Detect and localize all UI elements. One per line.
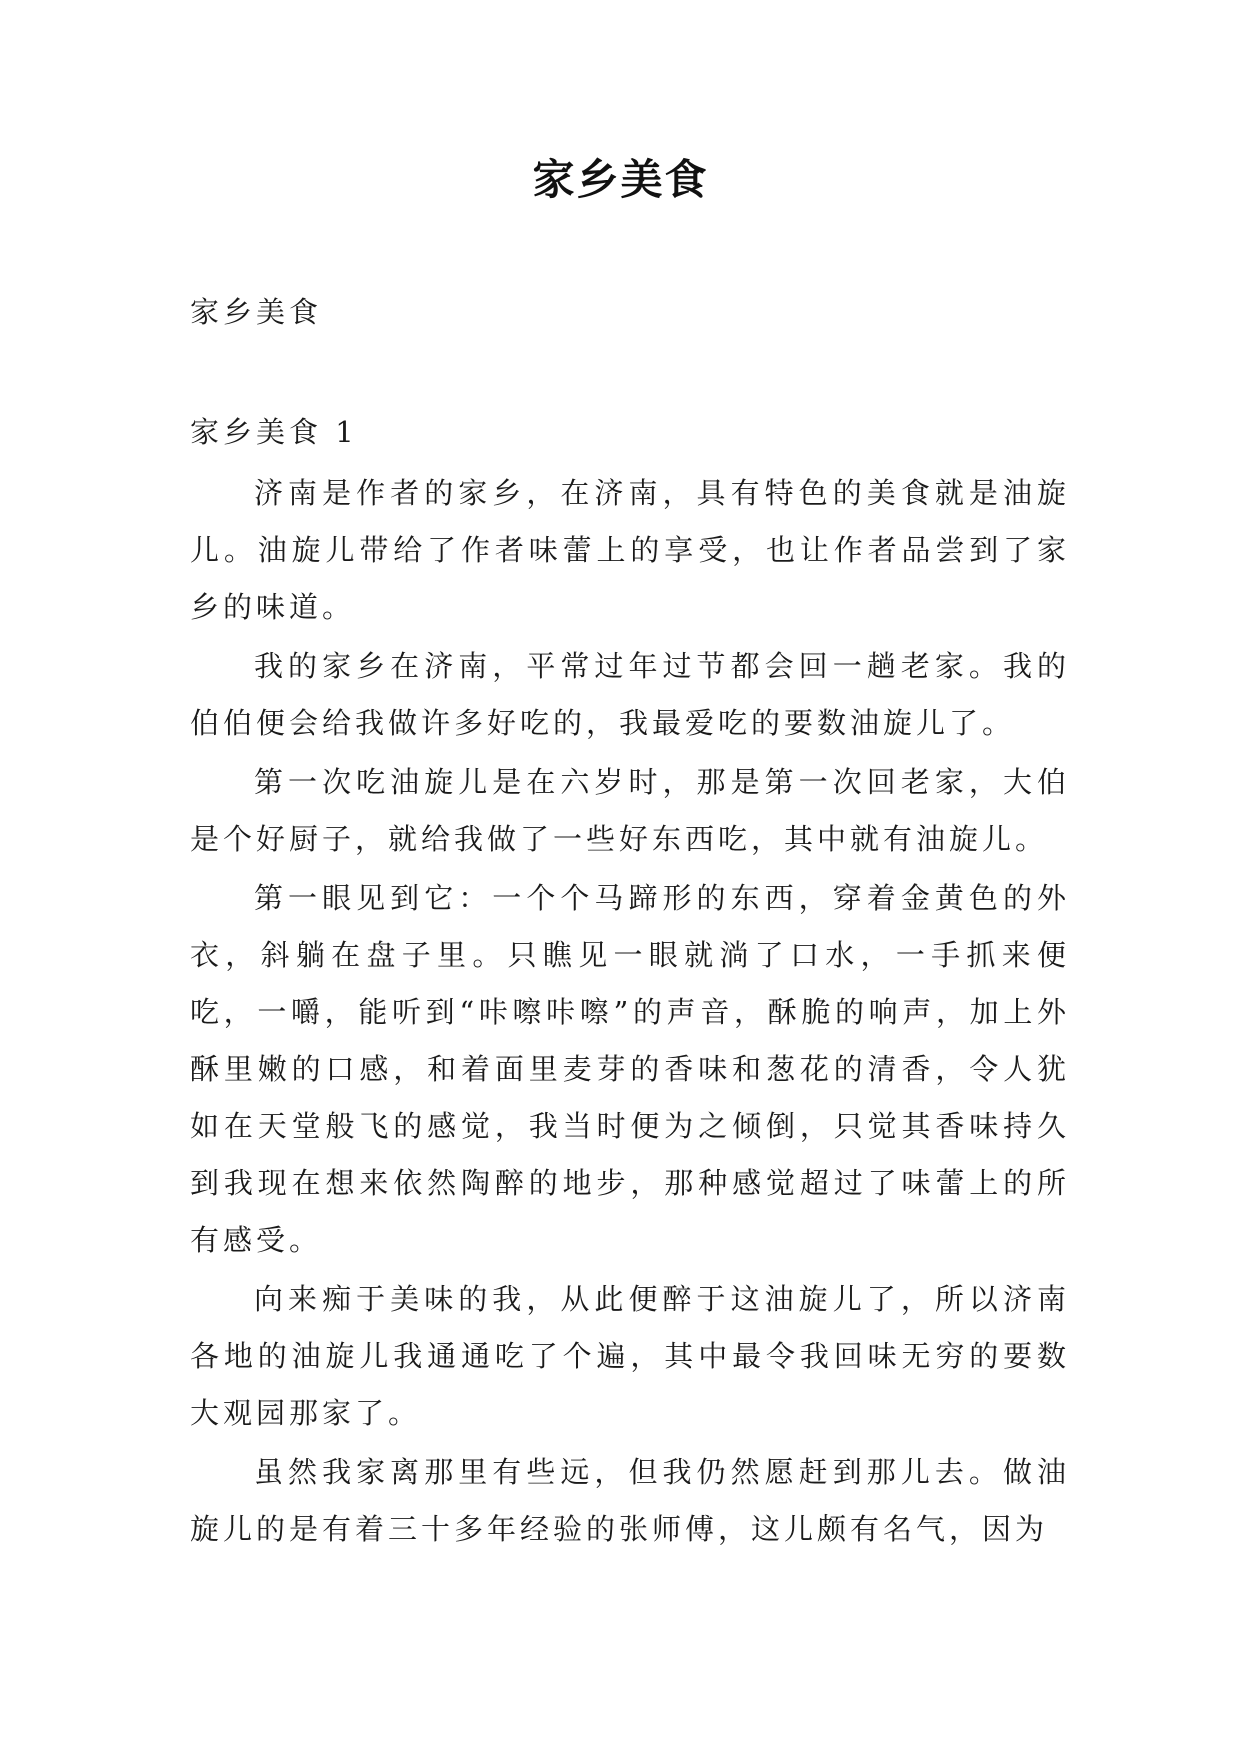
paragraph-3: 第一次吃油旋儿是在六岁时，那是第一次回老家，大伯是个好厨子，就给我做了一些好东西吃，其中就有油旋儿。 (190, 765, 1070, 856)
document-title: 家乡美食 (532, 155, 709, 204)
paragraph-6: 虽然我家离那里有些远，但我仍然愿赶到那儿去。做油旋儿的是有着三十多年经验的张师傅，这儿颇有名气，因为 (190, 1455, 1070, 1546)
paragraph-2: 我的家乡在济南，平常过年过节都会回一趟老家。我的伯伯便会给我做许多好吃的，我最爱吃的要数油旋儿了。 (190, 649, 1070, 740)
document-subtitle: 家乡美食 (190, 295, 323, 329)
section-heading: 家乡美食 1 (190, 415, 358, 449)
paragraph-4: 第一眼见到它：一个个马蹄形的东西，穿着金黄色的外衣，斜躺在盘子里。只瞧见一眼就淌了口水，一手抓来便吃，一嚼，能听到“咔嚓咔嚓”的声音，酥脆的响声，加上外酥里嫩的口感，和着面里麦芽的香味和葱花的清香，令人犹如在天堂般飞的感觉，我当时便为之倾倒，只觉其香味持久到我现在想来依然陶醉的地步，那种感觉超过了味蕾上的所有感受。 (190, 881, 1070, 1257)
paragraph-5: 向来痴于美味的我，从此便醉于这油旋儿了，所以济南各地的油旋儿我通通吃了个遍，其中最令我回味无穷的要数大观园那家了。 (190, 1282, 1070, 1430)
paragraph-1: 济南是作者的家乡，在济南，具有特色的美食就是油旋儿。油旋儿带给了作者味蕾上的享受，也让作者品尝到了家乡的味道。 (190, 476, 1070, 624)
article-body (190, 465, 1070, 1560)
